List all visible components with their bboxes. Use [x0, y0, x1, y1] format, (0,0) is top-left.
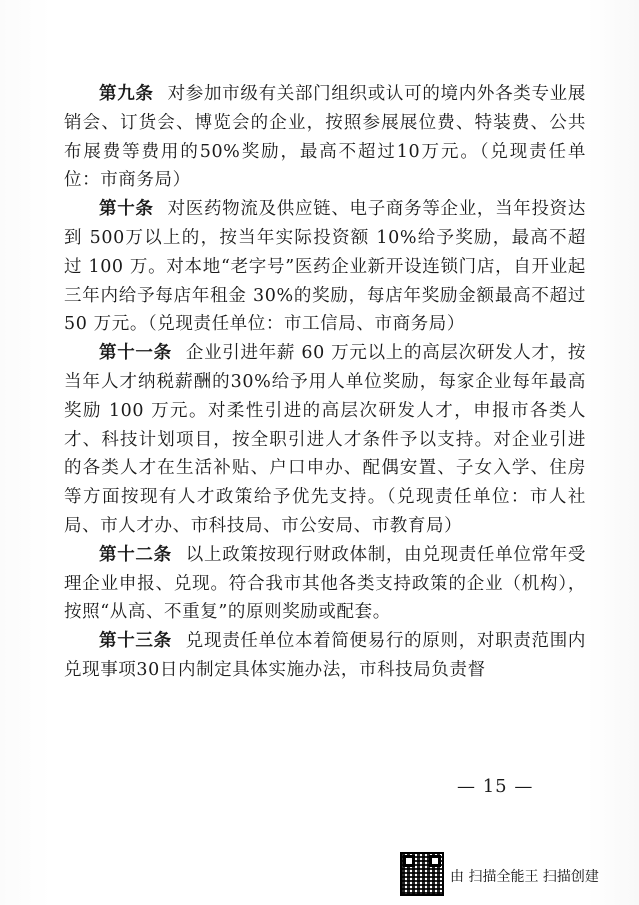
qr-code-icon — [400, 852, 444, 896]
article-text: 以上政策按现行财政体制，由兑现责任单位常年受理企业申报、兑现。符合我市其他各类支持政策的企业（机构），按照“从高、不重复”的原则奖励或配套。 — [64, 544, 587, 623]
article-text: 兑现责任单位本着简便易行的原则，对职责范围内兑现事项30日内制定具体实施办法，市科技局负责督 — [64, 631, 587, 680]
article-text: 企业引进年薪 60 万元以上的高层次研发人才，按当年人才纳税薪酬的30%给予用人单位奖励，每家企业每年最高奖励 100 万元。对柔性引进的高层次研发人才，申报市各类人才、科技计划项目，按全职引进人才条件予以支持。对企业引进的各类人才在生活补贴、户口申办、配偶安置、子女入学、住房等方面按现有人才政策给予优先支持。（兑现责任单位：市人社局、市人才办、市科技局、市公安局、市教育局） — [64, 343, 587, 536]
article-text: 对参加市级有关部门组织或认可的境内外各类专业展销会、订货会、博览会的企业，按照参展展位费、特装费、公共布展费等费用的50%奖励，最高不超过10万元。（兑现责任单位：市商务局） — [64, 84, 586, 191]
article-11 — [64, 339, 586, 541]
article-9 — [64, 80, 586, 195]
article-10 — [64, 195, 586, 339]
article-number: 第九条 — [99, 84, 154, 104]
document-body — [64, 80, 586, 685]
article-13 — [64, 627, 586, 685]
article-number: 第十条 — [99, 199, 154, 220]
article-number: 第十一条 — [99, 343, 172, 364]
page-number: — 15 — — [457, 776, 534, 797]
article-12 — [64, 541, 586, 627]
article-number: 第十二条 — [99, 544, 172, 565]
scanner-watermark: 由 扫描全能王 扫描创建 — [450, 869, 599, 885]
article-text: 对医药物流及供应链、电子商务等企业，当年投资达到 500万以上的，按当年实际投资额 10%给予奖励，最高不超过 100 万。对本地“老字号”医药企业新开设连锁门店，自开业起三年内给予每店年租金 30%的奖励，每店年奖励金额最高不超过 50 万元。（兑现责任单位：市工信局、市商务局） — [64, 199, 586, 335]
article-number: 第十三条 — [99, 631, 172, 652]
